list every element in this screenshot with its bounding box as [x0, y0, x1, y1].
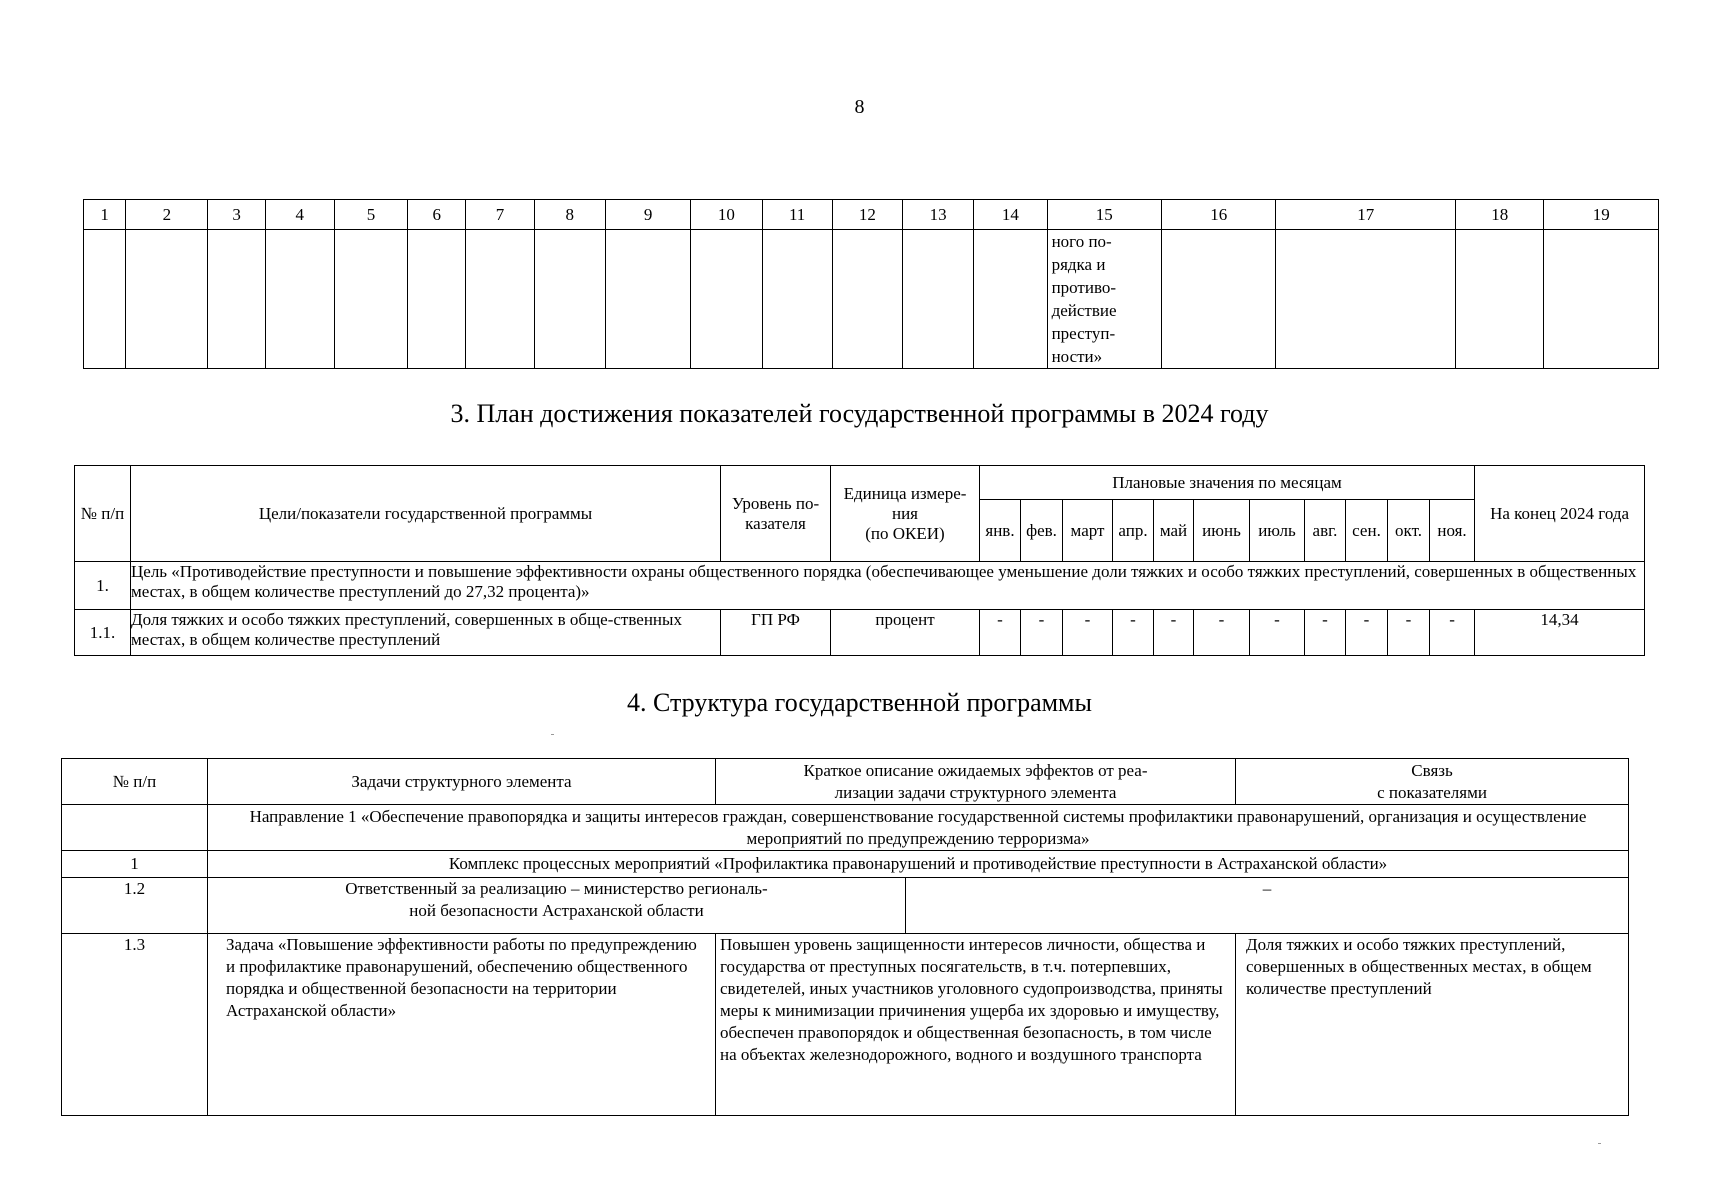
scan-speck	[551, 734, 554, 735]
column-number: 11	[762, 200, 832, 230]
header-month: сен.	[1346, 500, 1388, 562]
text-line: ной безопасности Астраханской области	[409, 901, 704, 920]
empty-cell	[84, 230, 126, 369]
column-number: 6	[408, 200, 466, 230]
text-line: Краткое описание ожидаемых эффектов от реа-	[803, 760, 1148, 780]
empty-cell	[265, 230, 334, 369]
year-end-value: 14,34	[1475, 610, 1645, 656]
header-planned-values: Плановые значения по месяцам	[980, 466, 1475, 500]
structure-table	[61, 758, 1629, 1116]
column-number: 19	[1544, 200, 1659, 230]
indicator-name: Доля тяжких и особо тяжких преступлений, совершенных в обще-ственных местах, в общем количестве преступлений	[131, 610, 721, 656]
text-line: Связь	[1411, 760, 1453, 780]
header-effects	[716, 759, 1236, 805]
text-line: с показателями	[1377, 782, 1487, 802]
empty-cell	[903, 230, 974, 369]
text-line: Уровень по-	[731, 493, 820, 513]
text-line: ния	[891, 503, 918, 523]
text-line: ности»	[1051, 347, 1103, 366]
column-number: 7	[466, 200, 534, 230]
plan-table	[74, 465, 1645, 656]
column-number: 2	[126, 200, 208, 230]
column-number: 8	[534, 200, 605, 230]
column-number: 4	[265, 200, 334, 230]
header-month: май	[1154, 500, 1194, 562]
responsible-row-text	[208, 878, 906, 934]
month-value: -	[1250, 610, 1305, 656]
column-number: 17	[1276, 200, 1456, 230]
complex-row-text: Комплекс процессных мероприятий «Профилактика правонарушений и противодействие преступности в Астраханской области»	[208, 851, 1629, 878]
month-value: -	[1346, 610, 1388, 656]
header-month: март	[1063, 500, 1113, 562]
header-month: фев.	[1021, 500, 1063, 562]
link-text: Доля тяжких и особо тяжких преступлений, совершенных в общественных местах, в общем количестве преступлений	[1236, 934, 1629, 1116]
empty-cell	[832, 230, 902, 369]
page-number: 8	[854, 96, 865, 118]
text-line: преступ-	[1051, 324, 1116, 343]
goal-row-text: Цель «Противодействие преступности и повышение эффективности охраны общественного порядка (обеспечивающее уменьшение доли тяжких и особо тяжких преступлений, совершенных в общественных местах, в общем количестве преступлений до 27,32 процента)»	[131, 562, 1645, 610]
column-number: 16	[1161, 200, 1275, 230]
month-value: -	[1388, 610, 1430, 656]
empty-cell	[1276, 230, 1456, 369]
column-number: 15	[1047, 200, 1161, 230]
text-line: (по ОКЕИ)	[865, 523, 945, 543]
section-3-heading: 3. План достижения показателей государственной программы в 2024 году	[450, 399, 1269, 428]
month-value: -	[1021, 610, 1063, 656]
text-line: казателя	[745, 513, 806, 533]
month-value: -	[1154, 610, 1194, 656]
empty-cell	[1544, 230, 1659, 369]
column-number: 13	[903, 200, 974, 230]
empty-cell	[691, 230, 762, 369]
responsible-row-right: –	[906, 878, 1629, 934]
task-row-num: 1.3	[62, 934, 208, 1116]
column-number: 18	[1456, 200, 1544, 230]
column-number: 9	[605, 200, 690, 230]
column-number: 14	[974, 200, 1047, 230]
column-number: 12	[832, 200, 902, 230]
complex-row-num: 1	[62, 851, 208, 878]
month-value: -	[1063, 610, 1113, 656]
header-month: июнь	[1194, 500, 1250, 562]
month-value: -	[1430, 610, 1475, 656]
indicator-row-num: 1.1.	[75, 610, 131, 656]
empty-cell	[605, 230, 690, 369]
text-line: Ответственный за реализацию – министерство региональ-	[345, 879, 768, 898]
empty-cell	[126, 230, 208, 369]
text-line: рядка и	[1051, 255, 1106, 274]
responsible-row-num: 1.2	[62, 878, 208, 934]
empty-cell	[408, 230, 466, 369]
header-level	[721, 466, 831, 562]
header-num: № п/п	[75, 466, 131, 562]
empty-cell	[334, 230, 407, 369]
column-number: 3	[208, 200, 265, 230]
direction-row-text: Направление 1 «Обеспечение правопорядка и защиты интересов граждан, совершенствование государственной системы профилактики правонарушений, организация и осуществление мероприятий по предупреждению терроризма»	[208, 805, 1629, 851]
empty-cell	[1456, 230, 1544, 369]
header-unit	[831, 466, 980, 562]
header-month: авг.	[1305, 500, 1346, 562]
month-value: -	[1194, 610, 1250, 656]
goal-row-num: 1.	[75, 562, 131, 610]
text-line: ного по-	[1051, 232, 1112, 251]
month-value: -	[980, 610, 1021, 656]
section-4-heading: 4. Структура государственной программы	[627, 688, 1092, 717]
empty-cell	[1161, 230, 1275, 369]
indicator-unit: процент	[831, 610, 980, 656]
header-month: ноя.	[1430, 500, 1475, 562]
header-month: апр.	[1113, 500, 1154, 562]
header-year-end: На конец 2024 года	[1475, 466, 1645, 562]
effect-text: Повышен уровень защищенности интересов личности, общества и государства от преступных посягательств, в т.ч. потерпевших, свидетелей, иных участников уголовного судопроизводства, приняты меры к минимизации причинения ущерба их здоровью и имуществу, обеспечен правопорядок и общественная безопасность, в том числе на объектах железнодорожного, водного и воздушного транспорта	[716, 934, 1236, 1116]
column-number: 5	[334, 200, 407, 230]
header-tasks: Задачи структурного элемента	[208, 759, 716, 805]
indicator-level: ГП РФ	[721, 610, 831, 656]
header-month: окт.	[1388, 500, 1430, 562]
text-line: действие	[1051, 301, 1117, 320]
header-month: июль	[1250, 500, 1305, 562]
header-num: № п/п	[62, 759, 208, 805]
header-goals: Цели/показатели государственной программы	[131, 466, 721, 562]
scan-speck	[1598, 1143, 1601, 1144]
month-value: -	[1305, 610, 1346, 656]
text-line: лизации задачи структурного элемента	[834, 782, 1117, 802]
continuation-table	[83, 199, 1659, 369]
empty-cell	[534, 230, 605, 369]
column-number: 10	[691, 200, 762, 230]
text-line: противо-	[1051, 278, 1117, 297]
empty-cell	[466, 230, 534, 369]
empty-cell	[974, 230, 1047, 369]
header-link	[1236, 759, 1629, 805]
task-text: Задача «Повышение эффективности работы по предупреждению и профилактике правонарушений, обеспечению общественного порядка и общественной безопасности на территории Астраханской области»	[208, 934, 716, 1116]
continued-text-cell	[1047, 230, 1161, 369]
text-line: Единица измере-	[843, 483, 967, 503]
month-value: -	[1113, 610, 1154, 656]
column-number: 1	[84, 200, 126, 230]
header-month: янв.	[980, 500, 1021, 562]
empty-cell	[62, 805, 208, 851]
empty-cell	[762, 230, 832, 369]
empty-cell	[208, 230, 265, 369]
